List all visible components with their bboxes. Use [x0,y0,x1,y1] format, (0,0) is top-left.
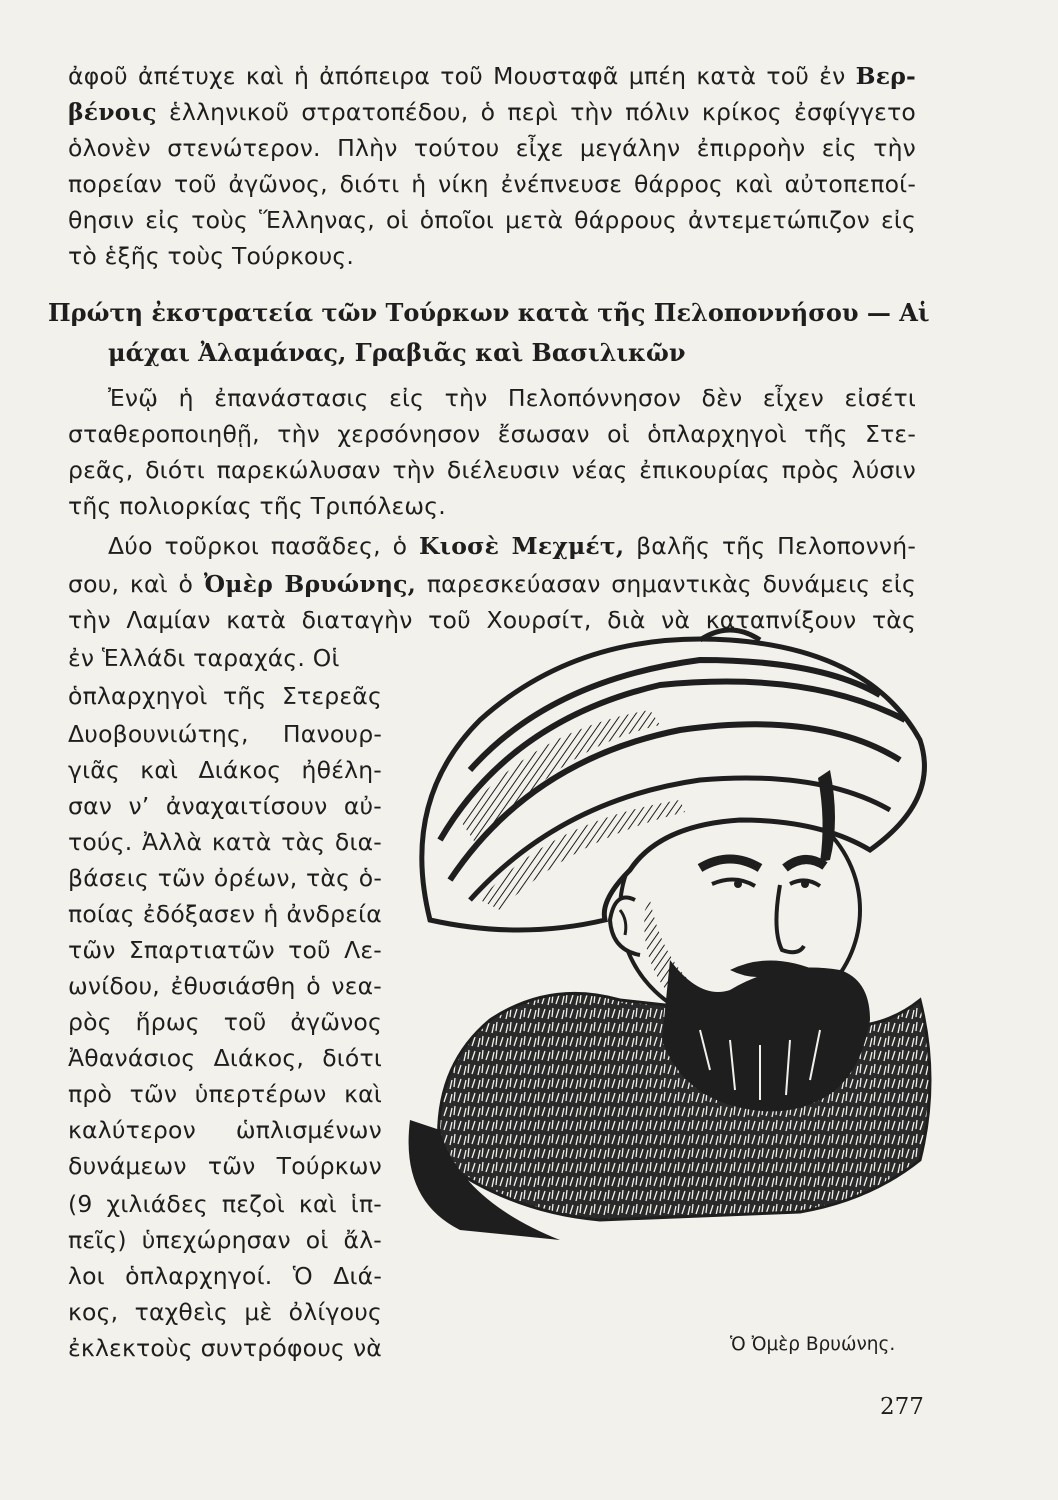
page-number: 277 [880,1394,924,1420]
column-line: λοι ὁπλαρχηγοί. Ὁ Διά- [68,1262,382,1290]
text-line: ἐν Ἑλλάδι ταραχάς. Οἱ [68,644,340,672]
text-line [68,570,916,598]
column-line: Δυοβουνιώτης, Πανουρ- [68,720,382,748]
bold-name: Βερ- [855,62,916,90]
text-line: ὁλονὲν στενώτερον. Πλὴν τούτου εἶχε μεγάλην ἐπιρροὴν εἰς τὴν [68,134,916,162]
text-line: τῆς πολιορκίας τῆς Τριπόλεως. [68,492,446,520]
column-line: βάσεις τῶν ὀρέων, τὰς ὁ- [68,864,382,892]
text-line: πορείαν τοῦ ἀγῶνος, διότι ἡ νίκη ἐνέπνευσε θάρρος καὶ αὐτοπεποί- [68,170,916,198]
portrait-illustration [400,600,960,1240]
portrait-caption: Ὁ Ὀμὲρ Βρυώνης. [730,1334,896,1355]
text-line [108,532,916,560]
column-line: δυνάμεων τῶν Τούρκων [68,1152,382,1180]
section-heading-line2: μάχαι Ἀλαμάνας, Γραβιᾶς καὶ Βασιλικῶν [108,338,686,367]
column-line: Ἀθανάσιος Διάκος, διότι [68,1044,382,1072]
text-line [68,62,916,90]
text-line: Ἐνῷ ἡ ἐπανάστασις εἰς τὴν Πελοπόννησον δὲν εἶχεν εἰσέτι [108,384,916,412]
column-line: (9 χιλιάδες πεζοὶ καὶ ἱπ- [68,1190,382,1218]
text-span: σου, καὶ ὁ [68,570,204,598]
text-span: βαλῆς τῆς Πελοποννή- [624,532,916,560]
text-line [68,98,916,126]
text-line: σταθεροποιηθῇ, τὴν χερσόνησον ἔσωσαν οἱ ὁπλαρχηγοὶ τῆς Στε- [68,420,916,448]
column-line: σαν ν’ ἀναχαιτίσουν αὐ- [68,792,382,820]
text-line: θησιν εἰς τοὺς Ἕλληνας, οἱ ὁποῖοι μετὰ θάρρους ἀντεμετώπιζον εἰς [68,206,916,234]
bold-name: Κιοσὲ Μεχμέτ, [419,532,625,560]
column-line: ποίας ἐδόξασεν ἡ ἀνδρεία [68,900,382,928]
column-line: ρὸς ἥρως τοῦ ἀγῶνος [68,1008,382,1036]
text-line: ρεᾶς, διότι παρεκώλυσαν τὴν διέλευσιν νέας ἐπικουρίας πρὸς λύσιν [68,456,916,484]
column-line: πεῖς) ὑπεχώρησαν οἱ ἄλ- [68,1226,382,1254]
column-line: τούς. Ἀλλὰ κατὰ τὰς δια- [68,828,382,856]
column-line: ὁπλαρχηγοὶ τῆς Στερεᾶς [68,682,382,710]
text-span: Δύο τοῦρκοι πασᾶδες, ὁ [108,532,420,560]
text-line: τὸ ἑξῆς τοὺς Τούρκους. [68,242,355,270]
text-span: ἑλληνικοῦ στρατοπέδου, ὁ περὶ τὴν πόλιν κρίκος ἐσφίγγετο [156,98,916,126]
column-line: καλύτερον ὡπλισμένων [68,1116,382,1144]
column-line: ωνίδου, ἐθυσιάσθη ὁ νεα- [68,972,382,1000]
section-heading-line1: Πρώτη ἐκστρατεία τῶν Τούρκων κατὰ τῆς Πελοποννήσου — Αἱ [48,298,930,327]
column-line: γιᾶς καὶ Διάκος ἠθέλη- [68,756,382,784]
column-line: ἐκλεκτοὺς συντρόφους νὰ [68,1334,382,1362]
text-span: παρεσκεύασαν σημαντικὰς δυνάμεις εἰς [416,570,917,598]
text-span: ἀφοῦ ἀπέτυχε καὶ ἡ ἀπόπειρα τοῦ Μουσταφᾶ μπέη κατὰ τοῦ ἐν [68,62,856,90]
column-line: πρὸ τῶν ὑπερτέρων καὶ [68,1080,382,1108]
text-line: τὴν Λαμίαν κατὰ διαταγὴν τοῦ Χουρσίτ, διὰ νὰ καταπνίξουν τὰς [68,606,916,634]
column-line: τῶν Σπαρτιατῶν τοῦ Λε- [68,936,382,964]
bold-name: βένοις [68,98,157,126]
bold-name: Ὀμὲρ Βρυώνης, [203,570,417,598]
column-line: κος, ταχθεὶς μὲ ὀλίγους [68,1298,382,1326]
